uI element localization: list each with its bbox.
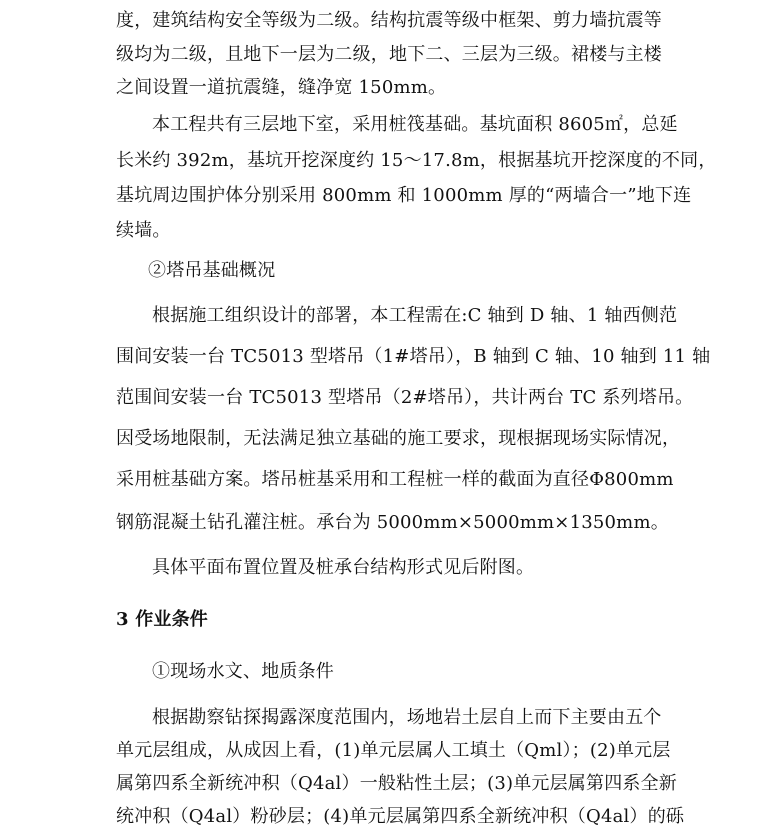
subsection-heading: ①现场水文、地质条件 bbox=[152, 661, 334, 682]
paragraph-line: 根据施工组织设计的部署，本工程需在:C 轴到 D 轴、1 轴西侧范 bbox=[152, 305, 678, 326]
paragraph-line: 范围间安装一台 TC5013 型塔吊（2#塔吊），共计两台 TC 系列塔吊。 bbox=[116, 387, 694, 408]
paragraph-line: 因受场地限制，无法满足独立基础的施工要求，现根据现场实际情况， bbox=[116, 428, 681, 449]
paragraph-line: 之间设置一道抗震缝，缝净宽 150mm。 bbox=[116, 77, 447, 98]
paragraph-line: 围间安装一台 TC5013 型塔吊（1#塔吊），B 轴到 C 轴、10 轴到 11 轴 bbox=[116, 346, 711, 367]
paragraph-line: 统冲积（Q4al）粉砂层；(4)单元层属第四系全新统冲积（Q4al）的砾 bbox=[116, 806, 685, 827]
paragraph-line: 基坑周边围护体分别采用 800mm 和 1000mm 厚的“两墙合一”地下连 bbox=[116, 185, 692, 206]
paragraph-line: 续墙。 bbox=[116, 220, 171, 241]
paragraph-line: 根据勘察钻探揭露深度范围内，场地岩土层自上而下主要由五个 bbox=[152, 707, 662, 728]
paragraph-line: 级均为二级，且地下一层为二级，地下二、三层为三级。裙楼与主楼 bbox=[116, 44, 662, 65]
paragraph-line: 采用桩基础方案。塔吊桩基采用和工程桩一样的截面为直径Φ800mm bbox=[116, 469, 674, 490]
paragraph-line: 钢筋混凝土钻孔灌注桩。承台为 5000mm×5000mm×1350mm。 bbox=[116, 512, 669, 533]
paragraph-line: 具体平面布置位置及桩承台结构形式见后附图。 bbox=[152, 557, 535, 578]
section-heading: 3 作业条件 bbox=[116, 609, 208, 630]
paragraph-line: 长米约 392m，基坑开挖深度约 15～17.8m，根据基坑开挖深度的不同， bbox=[116, 150, 717, 171]
subsection-heading: ②塔吊基础概况 bbox=[148, 260, 276, 281]
paragraph-line: 属第四系全新统冲积（Q4al）一般粘性土层；(3)单元层属第四系全新 bbox=[116, 773, 677, 794]
paragraph-line: 本工程共有三层地下室，采用桩筏基础。基坑面积 8605㎡，总延 bbox=[152, 114, 678, 135]
paragraph-line: 度，建筑结构安全等级为二级。结构抗震等级中框架、剪力墙抗震等 bbox=[116, 10, 662, 31]
paragraph-line: 单元层组成，从成因上看，(1)单元层属人工填土（Qml）；(2)单元层 bbox=[116, 740, 671, 761]
